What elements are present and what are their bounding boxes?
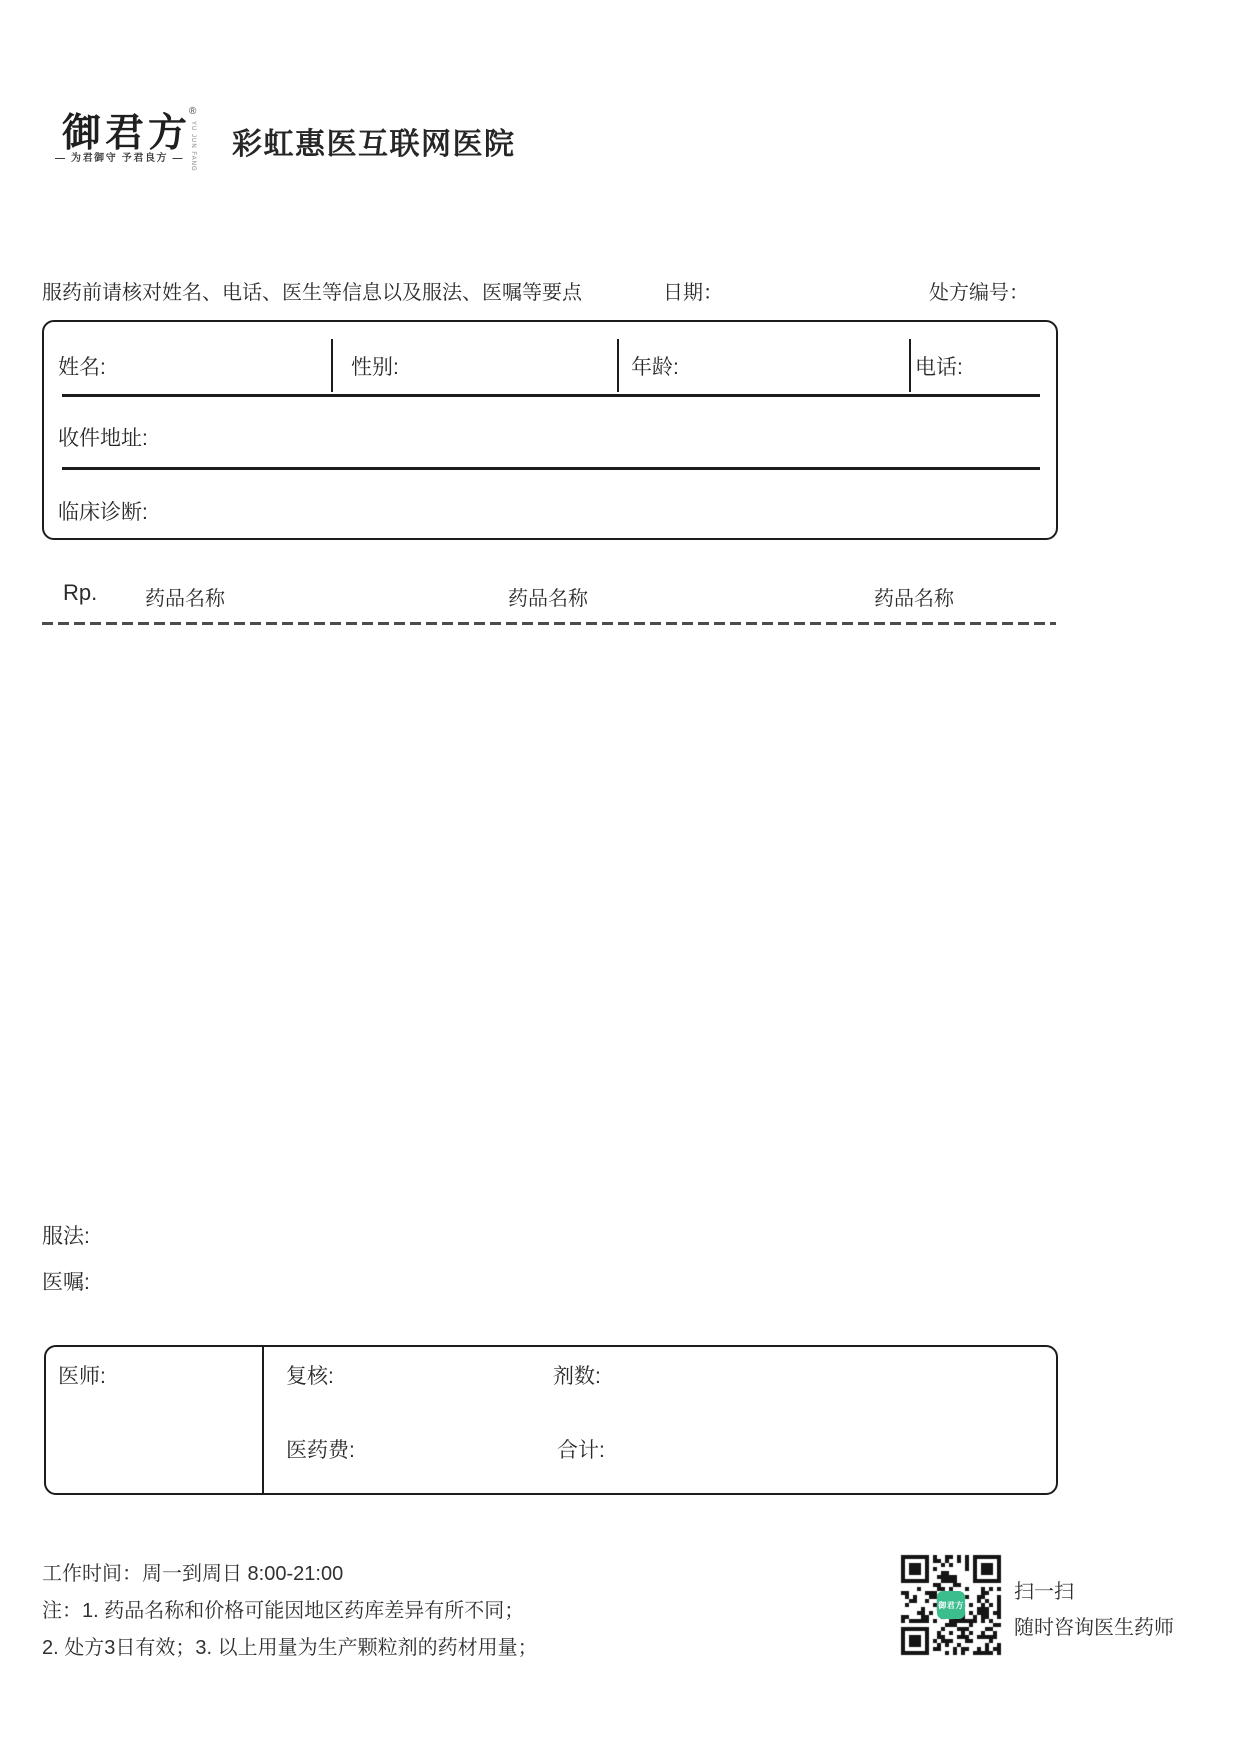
- column-divider: [331, 339, 333, 392]
- qr-center-logo: 御君方: [937, 1591, 965, 1619]
- qr-caption-scan: 扫一扫: [1014, 1581, 1074, 1603]
- shipping-address-label: 收件地址:: [58, 427, 148, 450]
- clinical-diagnosis-label: 临床诊断:: [58, 501, 148, 524]
- column-divider: [909, 339, 911, 392]
- drug-name-column-header: 药品名称: [508, 588, 588, 610]
- doctor-advice-label: 医嘱:: [42, 1271, 90, 1294]
- drug-name-column-header: 药品名称: [874, 588, 954, 610]
- qr-caption-consult: 随时咨询医生药师: [1014, 1617, 1174, 1639]
- signature-box: [44, 1345, 1058, 1495]
- verification-notice: 服药前请核对姓名、电话、医生等信息以及服法、医嘱等要点: [42, 282, 582, 304]
- rx-dashed-divider: [42, 622, 1056, 625]
- brand-tagline: — 为君御守 予君良方 —: [55, 153, 185, 164]
- rp-label: Rp.: [63, 580, 98, 605]
- dose-count-label: 剂数:: [553, 1365, 601, 1388]
- signature-box-divider: [262, 1347, 264, 1493]
- note-line-1: 注：1. 药品名称和价格可能因地区药库差异有所不同；: [42, 1600, 525, 1622]
- brand-logo-text: 御君方: [62, 110, 192, 156]
- patient-phone-label: 电话:: [915, 356, 963, 379]
- brand-logo-vertical-text: YU JUN FANG: [190, 121, 196, 172]
- patient-gender-label: 性别:: [351, 356, 399, 379]
- registered-mark-icon: ®: [189, 106, 197, 117]
- note-line-2: 2. 处方3日有效；3. 以上用量为生产颗粒剂的药材用量；: [42, 1637, 538, 1659]
- rx-number-label: 处方编号：: [929, 282, 1029, 304]
- drug-name-column-header: 药品名称: [145, 588, 225, 610]
- total-label: 合计:: [557, 1439, 605, 1462]
- physician-label: 医师:: [58, 1365, 106, 1388]
- usage-label: 服法:: [42, 1225, 90, 1248]
- medicine-fee-label: 医药费:: [286, 1439, 355, 1462]
- column-divider: [617, 339, 619, 392]
- work-hours-text: 工作时间：周一到周日 8:00-21:00: [42, 1563, 344, 1585]
- date-label: 日期：: [663, 282, 723, 304]
- patient-name-label: 姓名:: [58, 356, 106, 379]
- row-divider: [62, 467, 1040, 470]
- patient-info-box: [42, 320, 1058, 540]
- patient-age-label: 年龄:: [631, 356, 679, 379]
- row-divider: [62, 394, 1040, 397]
- hospital-title: 彩虹惠医互联网医院: [232, 128, 516, 161]
- review-label: 复核:: [286, 1365, 334, 1388]
